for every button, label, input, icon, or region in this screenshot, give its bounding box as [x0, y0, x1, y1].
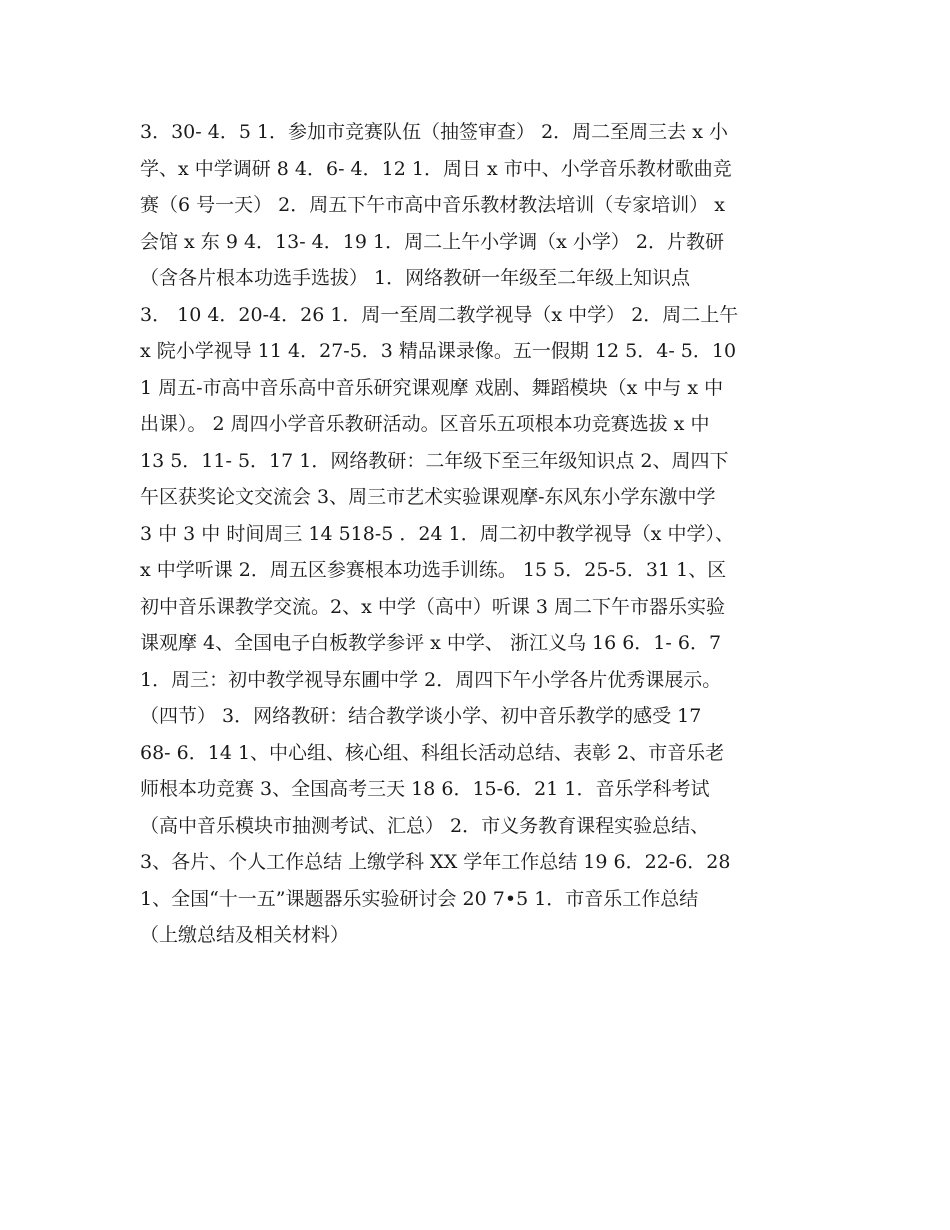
text-line-19: 师根本功竞赛 3、全国高考三天 18 6．15-6．21 1．音乐学科考试: [140, 778, 710, 800]
text-line-5: （含各片根本功选手选拔） 1．网络教研一年级至二年级上知识点: [140, 267, 691, 289]
body-text: [140, 114, 830, 954]
text-line-14: 初中音乐课教学交流。2、x 中学（高中）听课 3 周二下午市器乐实验: [140, 595, 726, 618]
text-line-2: 学、x 中学调研 8 4．6- 4．12 1．周日 x 市中、小学音乐教材歌曲竞: [140, 157, 732, 180]
text-line-20: （高中音乐模块市抽测考试、汇总） 2．市义务教育课程实验总结、: [140, 814, 710, 837]
text-line-16: 1．周三：初中教学视导东圃中学 2．周四下午小学各片优秀课展示。: [140, 668, 722, 691]
text-line-6: 3． 10 4．20-4．26 1．周一至周二教学视导（x 中学） 2．周二上午: [140, 303, 739, 326]
text-line-9: 出课）。 2 周四小学音乐教研活动。区音乐五项根本功竞赛选拔 x 中: [140, 413, 710, 435]
text-line-17: （四节） 3．网络教研：结合教学谈小学、初中音乐教学的感受 17: [140, 705, 702, 727]
text-line-8: 1 周五-市高中音乐高中音乐研究课观摩 戏剧、舞蹈模块（x 中与 x 中: [140, 376, 724, 399]
text-line-1: 3．30- 4．5 1．参加市竞赛队伍（抽签审查） 2．周二至周三去 x 小: [140, 121, 728, 143]
text-line-13: x 中学听课 2．周五区参赛根本功选手训练。 15 5．25-5．31 1、区: [140, 559, 727, 581]
text-line-11: 午区获奖论文交流会 3、周三市艺术实验课观摩-东风东小学东激中学: [140, 486, 716, 508]
text-line-21: 3、各片、个人工作总结 上缴学科 XX 学年工作总结 19 6．22-6．28: [140, 851, 731, 873]
text-line-10: 13 5．11- 5．17 1．网络教研：二年级下至三年级知识点 2、周四下: [140, 449, 729, 472]
text-line-22: 1、全国“十一五”课题器乐实验研讨会 20 7•5 1．市音乐工作总结: [140, 887, 699, 910]
text-line-7: x 院小学视导 11 4．27-5．3 精品课录像。五一假期 12 5．4- 5．10: [140, 340, 737, 362]
text-line-12: 3 中 3 中 时间周三 14 518-5 ．24 1．周二初中教学视导（x 中学）、: [140, 522, 734, 545]
text-line-15: 课观摩 4、全国电子白板教学参评 x 中学、 浙江义乌 16 6．1- 6．7: [140, 632, 722, 654]
text-line-4: 会馆 x 东 9 4．13- 4．19 1．周二上午小学调（x 小学） 2．片教研: [140, 230, 724, 253]
text-line-18: 68- 6．14 1、中心组、核心组、科组长活动总结、表彰 2、市音乐老: [140, 741, 725, 764]
text-line-3: 赛（6 号一天） 2．周五下午市高中音乐教材教法培训（专家培训） x: [140, 194, 726, 216]
text-line-23: （上缴总结及相关材料）: [140, 924, 350, 946]
